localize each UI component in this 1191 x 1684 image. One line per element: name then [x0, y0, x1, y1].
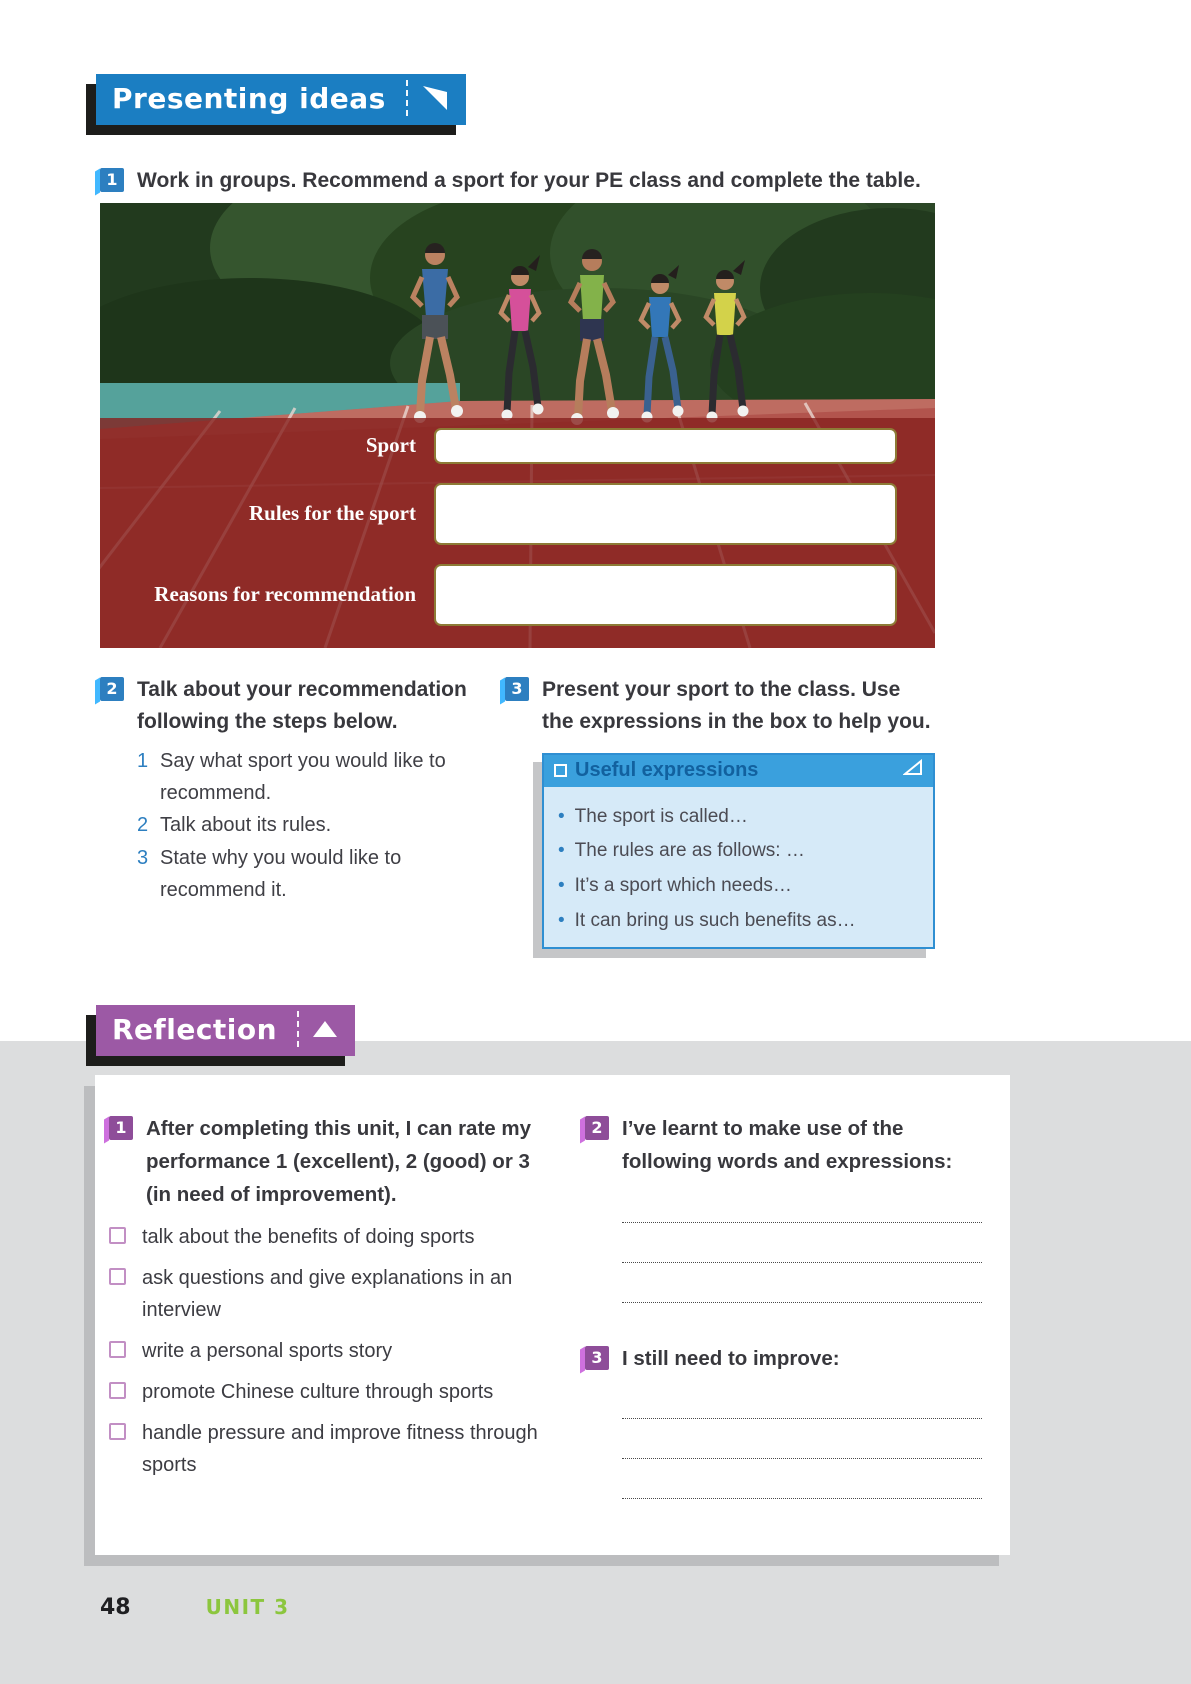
checklist-item-text: write a personal sports story [142, 1340, 393, 1363]
write-in-line[interactable] [622, 1459, 982, 1499]
step-number: 1 [137, 749, 149, 772]
triangle-up-icon [311, 1018, 339, 1040]
reflection-item-3 [585, 1343, 982, 1376]
reflection-section [0, 1041, 1191, 1684]
step-text: State why you would like to recommend it. [160, 846, 402, 902]
reflection-item-1-text: After completing this unit, I can rate my performance 1 (excellent), 2 (good) or 3 (in need of improvement). [146, 1117, 532, 1206]
useful-expressions-header [544, 755, 933, 787]
rules-input-box[interactable] [434, 483, 897, 545]
reflection-item-1 [109, 1113, 557, 1211]
step-item [137, 809, 475, 841]
activity-2-instruction: Talk about your recommendation following the steps below. [137, 677, 467, 734]
unit-label: UNIT 3 [205, 1595, 290, 1619]
expression-item: • The sport is called… [558, 804, 921, 830]
runners-track-photo [100, 203, 935, 648]
activity-1 [100, 165, 935, 198]
self-assessment-checklist [109, 1221, 557, 1481]
reflection-item-2-text: I’ve learnt to make use of the following words and expressions: [622, 1117, 953, 1173]
reflection-card [95, 1075, 1010, 1555]
activity-1-number-badge: 1 [100, 168, 124, 192]
checkbox[interactable] [109, 1423, 126, 1440]
write-in-line[interactable] [622, 1379, 982, 1419]
table-row [100, 483, 897, 545]
table-row [100, 428, 897, 464]
expression-item: • The rules are as follows: … [558, 838, 921, 864]
reflection-right-column [585, 1113, 982, 1525]
sport-input-box[interactable] [434, 428, 897, 464]
reflection-item-1-badge: 1 [109, 1116, 133, 1140]
reasons-input-box[interactable] [434, 564, 897, 626]
recommendation-table [100, 418, 935, 648]
reflection-item-3-badge: 3 [585, 1346, 609, 1370]
page-footer [100, 1595, 1191, 1620]
checklist-item-text: ask questions and give explanations in an interview [142, 1267, 513, 1322]
activity-3 [505, 674, 935, 739]
checklist-row [109, 1376, 557, 1408]
corner-triangle-icon [903, 759, 923, 781]
checklist-item-text: promote Chinese culture through sports [142, 1381, 494, 1404]
step-item [137, 745, 475, 810]
reflection-banner [96, 1005, 355, 1056]
checklist-row [109, 1262, 557, 1326]
reflection-item-3-text: I still need to improve: [622, 1346, 840, 1370]
checklist-row [109, 1221, 557, 1253]
write-in-line[interactable] [622, 1223, 982, 1263]
activity-3-instruction: Present your sport to the class. Use the expressions in the box to help you. [542, 677, 931, 734]
expression-item: • It’s a sport which needs… [558, 873, 921, 899]
reflection-item-2-badge: 2 [585, 1116, 609, 1140]
checklist-row [109, 1335, 557, 1367]
checkbox[interactable] [109, 1341, 126, 1358]
table-row-label: Rules for the sport [248, 501, 416, 526]
activity-3-number-badge: 3 [505, 677, 529, 701]
step-text: Talk about its rules. [160, 814, 332, 837]
useful-expressions-list [544, 787, 933, 948]
checklist-row [109, 1417, 557, 1481]
table-row-label: Sport [365, 433, 416, 458]
banner-divider [406, 80, 408, 116]
table-row [100, 564, 897, 626]
step-number: 2 [137, 814, 149, 837]
improve-write-lines [622, 1379, 982, 1499]
square-bullet-icon [554, 764, 567, 777]
banner-title: Reflection [112, 1012, 278, 1046]
reflection-left-column [109, 1113, 557, 1525]
activity-2 [100, 674, 475, 739]
table-row-label: Reasons for recommendation [154, 582, 416, 607]
checkbox[interactable] [109, 1268, 126, 1285]
activity-1-instruction: Work in groups. Recommend a sport for your PE class and complete the table. [137, 169, 921, 192]
words-expressions-write-lines [622, 1183, 982, 1303]
banner-title: Presenting ideas [112, 81, 386, 115]
activity-2-steps [137, 745, 475, 907]
checkbox[interactable] [109, 1382, 126, 1399]
presenting-ideas-banner [96, 74, 466, 125]
useful-expressions-title: Useful expressions [575, 758, 759, 781]
step-number: 3 [137, 846, 149, 869]
step-text: Say what sport you would like to recommend. [160, 749, 446, 805]
expression-item: • It can bring us such benefits as… [558, 908, 921, 934]
checklist-item-text: talk about the benefits of doing sports [142, 1226, 475, 1249]
page-number: 48 [100, 1595, 131, 1620]
write-in-line[interactable] [622, 1419, 982, 1459]
checkbox[interactable] [109, 1227, 126, 1244]
activity-2-number-badge: 2 [100, 677, 124, 701]
write-in-line[interactable] [622, 1183, 982, 1223]
banner-divider [297, 1011, 299, 1047]
write-in-line[interactable] [622, 1263, 982, 1303]
flag-icon [420, 83, 450, 113]
checklist-item-text: handle pressure and improve fitness through sports [142, 1422, 538, 1477]
step-item [137, 842, 475, 907]
reflection-item-2 [585, 1113, 982, 1179]
useful-expressions-box [542, 753, 935, 950]
